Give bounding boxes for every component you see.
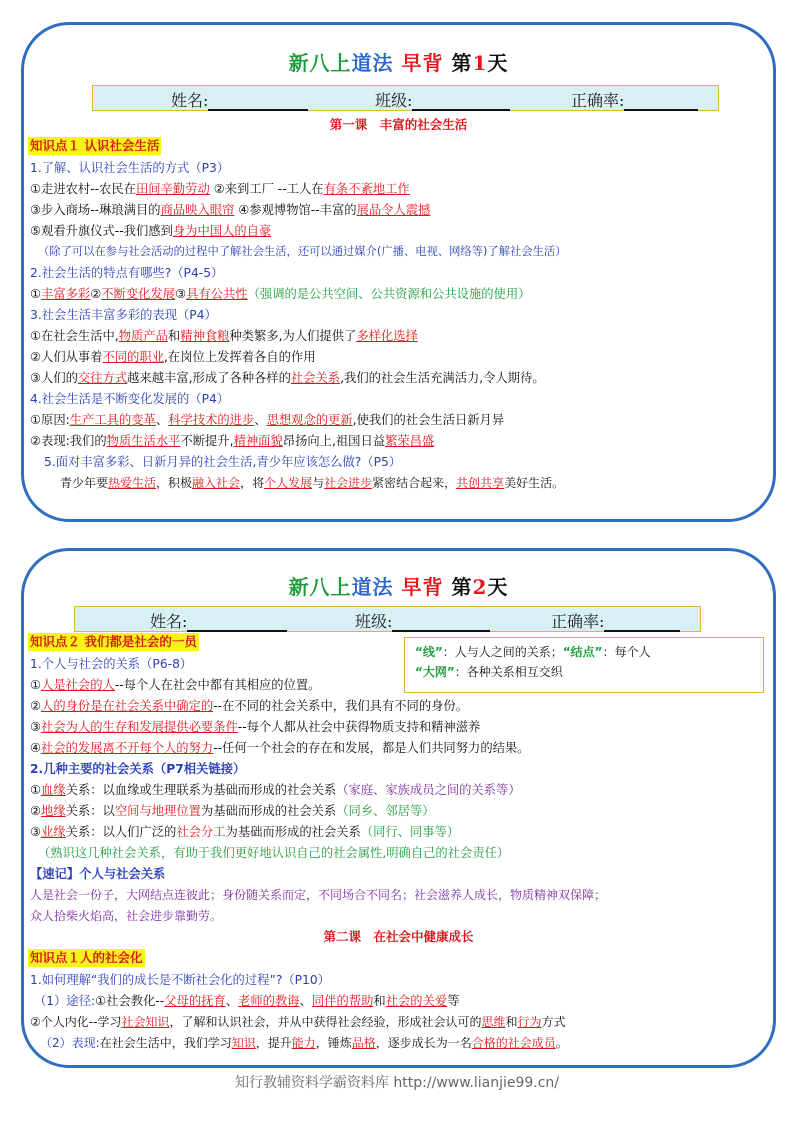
text: ，积极 [156, 476, 193, 490]
title-part: 天 [487, 51, 509, 75]
title-part: 早背 [401, 51, 444, 75]
text: 方式 [541, 1015, 566, 1029]
text: 、 [225, 994, 239, 1008]
title-part: 天 [487, 575, 509, 599]
fill-answer: 不同的职业 [102, 350, 165, 364]
text: ，提升 [255, 1036, 292, 1050]
text: 为基础而形成的社会关系 [200, 804, 337, 818]
answer-line [30, 348, 316, 366]
memo-line: 人是社会一份子，大网结点连彼此；身份随关系而定，不同场合不同名；社会滋养人成长，物质精神双保障； [30, 888, 607, 902]
fill-answer: 精神面貌 [233, 434, 283, 448]
title-part: 道法 [351, 51, 394, 75]
fill-answer: 社会知识 [121, 1015, 170, 1029]
text: ，了解和认识社会，并从中获得社会经验，形成社会认可的 [169, 1015, 482, 1029]
fill-answer: 合格的社会成员 [471, 1036, 556, 1050]
rate-label: 正确率: [551, 612, 605, 631]
rate-blank[interactable] [604, 614, 680, 632]
memo-heading [30, 865, 165, 883]
answer-line [30, 369, 545, 387]
fill-answer: 精神食粮 [180, 329, 230, 343]
text: ,我们的社会生活充满活力,令人期待。 [340, 371, 545, 385]
text: 越来越丰富,形成了各种各样的 [127, 371, 291, 385]
lesson-title: 第二课 在社会中健康成长 [323, 929, 474, 944]
text: ，逐步成长为一名 [375, 1036, 472, 1050]
knowledge-point-heading: 知识点１ 认识社会生活 [30, 138, 160, 153]
answer-line [60, 474, 564, 492]
title-part: 第 [451, 575, 473, 599]
footer-watermark: 知行教辅资料学霸资料库 http://www.lianjie99.cn/ [234, 1075, 560, 1091]
text: ① [30, 287, 42, 301]
day1-card [21, 22, 776, 522]
text: ,在岗位上发挥着各自的作用 [164, 350, 316, 364]
text: ③ [30, 825, 42, 839]
text: ③人们的 [30, 371, 78, 385]
title-part: 新八上 [288, 575, 352, 599]
day2-info-bar [74, 606, 701, 632]
text: ③ [30, 720, 42, 734]
text: --每个人都从社会中获得物质支持和精神滋养 [237, 720, 481, 734]
fill-answer: 田间辛勤劳动 [135, 182, 210, 196]
fill-answer: 融入社会 [192, 476, 241, 490]
fill-answer: 社会为人的生存和发展提供必要条件 [41, 720, 238, 734]
text: ，锤炼 [315, 1036, 352, 1050]
text: 在社会生活中，我们学习 [99, 1036, 232, 1050]
class-field[interactable] [355, 609, 490, 632]
answer-line [30, 222, 271, 240]
text: 关系：以 [65, 804, 115, 818]
question-5: 5.面对丰富多彩、日新月异的社会生活,青少年应该怎么做?（P5） [44, 455, 402, 469]
title-day-number: 2 [472, 575, 488, 599]
text: ，将 [240, 476, 265, 490]
question-2: 2.几种主要的社会关系（P7相关链接） [30, 762, 246, 776]
text: 和 [505, 1015, 518, 1029]
fill-answer: 思维 [481, 1015, 506, 1029]
question-1: 1.了解、认识社会生活的方式（P3） [30, 161, 230, 175]
text: ①原因: [30, 413, 70, 427]
answer-line [30, 432, 434, 450]
text: 青少年要 [60, 476, 109, 490]
fill-answer: 社会进步 [324, 476, 373, 490]
fill-answer: 商品映入眼帘 [160, 203, 235, 217]
name-blank[interactable] [208, 93, 308, 111]
note-text: （家庭、家族成员之间的关系等） [336, 783, 521, 797]
class-blank[interactable] [392, 614, 490, 632]
memo-label: 【速记】 [30, 867, 80, 881]
fill-answer: 生产工具的变革 [69, 413, 156, 427]
fill-answer: 能力 [291, 1036, 316, 1050]
answer-line [30, 718, 480, 736]
title-day-number: 1 [472, 51, 488, 75]
fill-answer: 不断变化发展 [101, 287, 176, 301]
answer-line [30, 411, 504, 429]
answer-line [30, 781, 521, 799]
keyword-note-box [404, 637, 764, 693]
text: 种类繁多,为人们提供了 [229, 329, 357, 343]
fill-answer: 业缘 [41, 825, 66, 839]
question-1: 1.个人与社会的关系（P6-8） [30, 657, 193, 671]
note-line: （熟识这几种社会关系，有助于我们更好地认识自己的社会属性,明确自己的社会责任） [38, 846, 510, 860]
answer-line [30, 823, 459, 841]
title-part: 早背 [401, 575, 444, 599]
fill-answer: 血缘 [41, 783, 66, 797]
text: 和 [167, 329, 181, 343]
fill-answer: 老师的教诲 [238, 994, 300, 1008]
rate-blank[interactable] [624, 93, 698, 111]
name-field[interactable] [171, 88, 308, 111]
fill-answer: 多样化选择 [356, 329, 418, 343]
keyword: “结点” [562, 645, 603, 659]
label-text: （2）表现: [40, 1036, 100, 1050]
answer-line [30, 180, 410, 198]
text: 等 [447, 994, 460, 1008]
note-text: （同行、同事等） [360, 825, 460, 839]
fill-answer: 物质产品 [118, 329, 168, 343]
fill-answer: 地缘 [41, 804, 66, 818]
text: 、 [155, 413, 169, 427]
text: ② [30, 804, 42, 818]
label-text: （1）途径: [34, 994, 96, 1008]
text: ③ [175, 287, 187, 301]
text: ② [30, 699, 42, 713]
fill-answer: 同伴的帮助 [311, 994, 374, 1008]
note-line: （除了可以在参与社会活动的过程中了解社会生活，还可以通过媒介(广播、电视、网络等)了解社会生活） [38, 245, 567, 258]
keyword: “线” [415, 645, 443, 659]
answer-line [34, 992, 460, 1010]
day2-card [21, 548, 776, 1068]
class-label: 班级: [355, 612, 393, 631]
fill-answer: 繁荣昌盛 [385, 434, 435, 448]
fill-answer: 物质生活水平 [106, 434, 181, 448]
text: ：各种关系相互交织 [454, 665, 563, 679]
fill-answer: 身为中国人的自豪 [172, 224, 272, 238]
fill-answer: 丰富多彩 [41, 287, 91, 301]
text: ,使我们的社会生活日新月异 [352, 413, 505, 427]
class-label: 班级: [375, 91, 413, 110]
text: 不断提升, [180, 434, 234, 448]
memo-title: 个人与社会关系 [79, 867, 166, 881]
highlight-text: 社会分工 [176, 825, 226, 839]
answer-line [30, 285, 530, 303]
fill-answer: 思想观念的更新 [266, 413, 353, 427]
fill-answer: 知识 [231, 1036, 256, 1050]
fill-answer: 行为 [517, 1015, 542, 1029]
name-label: 姓名: [150, 612, 188, 631]
text: --在不同的社会关系中，我们具有不同的身份。 [213, 699, 469, 713]
title-part: 第 [451, 51, 473, 75]
day1-title [24, 47, 773, 76]
fill-answer: 人的身份是在社会关系中确定的 [41, 699, 214, 713]
name-blank[interactable] [187, 614, 287, 632]
text: ①在社会生活中, [30, 329, 119, 343]
question-3: 1.如何理解“我们的成长是不断社会化的过程”?（P10） [30, 973, 331, 987]
text: 关系：以人们广泛的 [65, 825, 177, 839]
text: 、 [299, 994, 312, 1008]
text: --每个人在社会中都有其相应的位置。 [114, 678, 321, 692]
rate-label: 正确率: [571, 91, 625, 110]
text: ②来到工厂 --工人在 [209, 182, 324, 196]
fill-answer: 具有公共性 [186, 287, 248, 301]
answer-line [30, 802, 435, 820]
class-blank[interactable] [412, 93, 510, 111]
text: ④参观博物馆--丰富的 [234, 203, 357, 217]
name-label: 姓名: [171, 91, 209, 110]
class-field[interactable] [375, 88, 510, 111]
fill-answer: 共创共享 [456, 476, 505, 490]
fill-answer: 父母的抚育 [164, 994, 226, 1008]
answer-line [30, 327, 418, 345]
memo-line: 众人拾柴火焰高，社会进步靠勤劳。 [30, 909, 223, 923]
fill-answer: 展品令人震撼 [356, 203, 431, 217]
rate-field[interactable] [551, 609, 680, 632]
text: 与 [312, 476, 325, 490]
text: ④ [30, 741, 42, 755]
note-text: （强调的是公共空间、公共资源和公共设施的使用） [247, 287, 531, 301]
fill-answer: 交往方式 [77, 371, 128, 385]
text: ③步入商场--琳琅满目的 [30, 203, 161, 217]
fill-answer: 个人发展 [264, 476, 313, 490]
text: ① [30, 678, 42, 692]
answer-line [30, 739, 530, 757]
day2-title [24, 571, 773, 600]
lesson-title: 第一课 丰富的社会生活 [329, 117, 468, 132]
fill-answer: 有条不紊地工作 [323, 182, 410, 196]
answer-line [40, 1034, 568, 1052]
question-4: 4.社会生活是不断变化发展的（P4） [30, 392, 230, 406]
answer-line [30, 1013, 566, 1031]
keyword: “大网” [415, 665, 455, 679]
answer-line [30, 201, 430, 219]
day1-info-bar [92, 85, 719, 111]
text: ①社会教化-- [95, 994, 165, 1008]
text: 。 [555, 1036, 568, 1050]
text: ②人们从事着 [30, 350, 103, 364]
text: ② [90, 287, 102, 301]
fill-answer: 热爱生活 [108, 476, 157, 490]
question-2: 2.社会生活的特点有哪些?（P4-5） [30, 266, 224, 280]
text: 昂扬向上,祖国日益 [282, 434, 386, 448]
fill-answer: 社会关系 [290, 371, 341, 385]
text: 紧密结合起来， [372, 476, 457, 490]
rate-field[interactable] [571, 88, 698, 111]
answer-line [30, 676, 320, 694]
title-part: 道法 [351, 575, 394, 599]
text: 为基础而形成的社会关系 [225, 825, 361, 839]
text: 美好生活。 [504, 476, 565, 490]
name-field[interactable] [150, 609, 287, 632]
text: ⑤观看升旗仪式--我们感到 [30, 224, 173, 238]
text: 关系：以血缘或生理联系为基础而形成的社会关系 [65, 783, 337, 797]
answer-line [30, 697, 468, 715]
fill-answer: 品格 [351, 1036, 376, 1050]
knowledge-point-heading: 知识点１人的社会化 [30, 950, 143, 965]
text: ②表现:我们的 [30, 434, 107, 448]
text: ：人与人之间的关系； [442, 645, 563, 659]
knowledge-point-heading: 知识点２ 我们都是社会的一员 [30, 634, 197, 649]
title-part: 新八上 [288, 51, 352, 75]
text: ①走进农村--农民在 [30, 182, 136, 196]
text: --任何一个社会的存在和发展，都是人们共同努力的结果。 [213, 741, 530, 755]
text: 和 [373, 994, 386, 1008]
fill-answer: 社会的关爱 [385, 994, 448, 1008]
text: ②个人内化--学习 [30, 1015, 122, 1029]
text: 、 [254, 413, 267, 427]
text: ① [30, 783, 42, 797]
highlight-text: 空间与地理位置 [114, 804, 201, 818]
question-3: 3.社会生活丰富多彩的表现（P4） [30, 308, 217, 322]
note-text: （同乡、邻居等） [336, 804, 435, 818]
fill-answer: 社会的发展离不开每个人的努力 [41, 741, 214, 755]
text: ：每个人 [602, 645, 651, 659]
fill-answer: 人是社会的人 [41, 678, 115, 692]
fill-answer: 科学技术的进步 [168, 413, 255, 427]
